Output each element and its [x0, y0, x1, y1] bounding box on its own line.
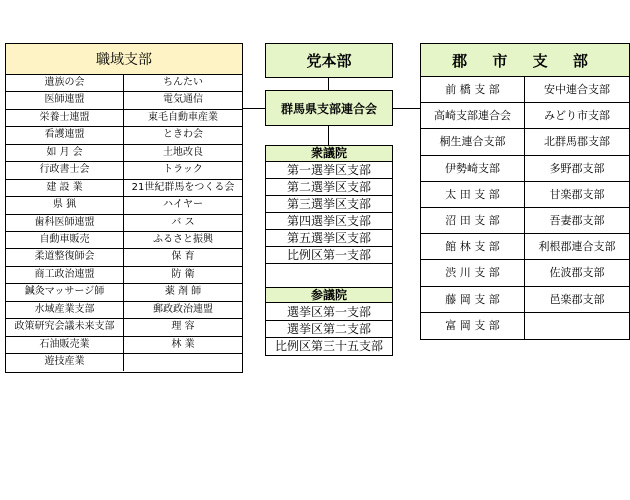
- occupational-branch-cell: ハイヤー: [124, 197, 242, 214]
- municipal-branch-cell: 邑楽郡支部: [525, 287, 629, 313]
- occupational-branch-cell: 理 容: [124, 319, 242, 336]
- occupational-branch-cell: ちんたい: [124, 75, 242, 92]
- house-of-representatives-branch: 比例区第一支部: [266, 247, 392, 264]
- house-of-representatives-header: 衆議院: [266, 146, 392, 162]
- municipal-branch-cell: 沼 田 支 部: [421, 208, 525, 234]
- blank-row: [266, 264, 392, 281]
- occupational-branch-cell: 自動車販売: [6, 232, 124, 249]
- connector-federation-lower: [328, 126, 329, 145]
- municipal-branch-cell: 佐波郡支部: [525, 260, 629, 286]
- municipal-branches-table: [420, 43, 630, 340]
- municipal-branches-title: 郡 市 支 部: [421, 44, 629, 77]
- occupational-branch-cell: 遊技産業: [6, 354, 124, 371]
- house-of-councillors-header: 参議院: [266, 287, 392, 303]
- occupational-branch-cell: 医師連盟: [6, 92, 124, 109]
- occupational-branch-cell: ときわ会: [124, 127, 242, 144]
- municipal-branch-cell: 北群馬郡支部: [525, 129, 629, 155]
- house-of-councillors-branch: 選挙区第一支部: [266, 304, 392, 321]
- occupational-branch-cell: 行政書士会: [6, 162, 124, 179]
- occupational-branch-cell: 栄養士連盟: [6, 110, 124, 127]
- occupational-branch-cell: 防 衛: [124, 267, 242, 284]
- municipal-branch-cell: 甘楽郡支部: [525, 182, 629, 208]
- occupational-branch-cell: ふるさと振興: [124, 232, 242, 249]
- municipal-branch-cell: 館 林 支 部: [421, 234, 525, 260]
- house-of-representatives-branch: 第一選挙区支部: [266, 162, 392, 179]
- occupational-branch-cell: 土地改良: [124, 145, 242, 162]
- connector-federation-left: [243, 108, 265, 109]
- prefectural-federation-box: 群馬県支部連合会: [265, 90, 393, 126]
- municipal-branch-cell: 桐生連合支部: [421, 129, 525, 155]
- occupational-branch-cell: バ ス: [124, 215, 242, 232]
- occupational-branch-cell: 政策研究会議未来支部: [6, 319, 124, 336]
- occupational-branch-cell: 薬 剤 師: [124, 284, 242, 301]
- occupational-branch-cell: 21世紀群馬をつくる会: [124, 180, 242, 197]
- house-of-councillors-branch: 選挙区第二支部: [266, 321, 392, 338]
- occupational-branch-cell: 建 設 業: [6, 180, 124, 197]
- occupational-branch-cell: 商工政治連盟: [6, 267, 124, 284]
- municipal-branches-grid: [421, 77, 629, 339]
- connector-federation-right: [393, 108, 420, 109]
- occupational-branch-cell: [124, 354, 242, 371]
- municipal-branch-cell: 吾妻郡支部: [525, 208, 629, 234]
- occupational-branch-cell: 鍼灸マッサージ師: [6, 284, 124, 301]
- municipal-branch-cell: 利根郡連合支部: [525, 234, 629, 260]
- occupational-branch-cell: 郵政政治連盟: [124, 302, 242, 319]
- occupational-branch-cell: 如 月 会: [6, 145, 124, 162]
- municipal-branch-cell: 太 田 支 部: [421, 182, 525, 208]
- municipal-branch-cell: 富 岡 支 部: [421, 313, 525, 339]
- occupational-branches-title: 職域支部: [6, 44, 242, 75]
- occupational-branch-cell: 石油販売業: [6, 337, 124, 354]
- municipal-branch-cell: 安中連合支部: [525, 77, 629, 103]
- occupational-branch-cell: 水域産業支部: [6, 302, 124, 319]
- municipal-branch-cell: 多野郡支部: [525, 156, 629, 182]
- occupational-branch-cell: 電気通信: [124, 92, 242, 109]
- occupational-branch-cell: 林 業: [124, 337, 242, 354]
- occupational-branch-cell: 看護連盟: [6, 127, 124, 144]
- diet-branches-table: [265, 145, 393, 356]
- occupational-branch-cell: トラック: [124, 162, 242, 179]
- municipal-branch-cell: 藤 岡 支 部: [421, 287, 525, 313]
- house-of-representatives-branch: 第五選挙区支部: [266, 230, 392, 247]
- house-of-representatives-branch: 第四選挙区支部: [266, 213, 392, 230]
- occupational-branches-grid: [6, 75, 242, 371]
- house-of-representatives-branch: 第二選挙区支部: [266, 179, 392, 196]
- municipal-branch-cell: みどり市支部: [525, 103, 629, 129]
- municipal-branch-cell: 前 橋 支 部: [421, 77, 525, 103]
- municipal-branch-cell: 高崎支部連合会: [421, 103, 525, 129]
- connector-hq-federation: [328, 78, 329, 90]
- occupational-branch-cell: 県 猟: [6, 197, 124, 214]
- house-of-councillors-branch: 比例区第三十五支部: [274, 339, 383, 353]
- occupational-branches-table: [5, 43, 243, 373]
- occupational-branch-cell: 保 育: [124, 249, 242, 266]
- occupational-branch-cell: 歯科医師連盟: [6, 215, 124, 232]
- municipal-branch-cell: [525, 313, 629, 339]
- municipal-branch-cell: 渋 川 支 部: [421, 260, 525, 286]
- house-of-representatives-branch: 第三選挙区支部: [266, 196, 392, 213]
- party-headquarters-box: 党本部: [265, 43, 393, 78]
- occupational-branch-cell: 柔道整復師会: [6, 249, 124, 266]
- occupational-branch-cell: 遺族の会: [6, 75, 124, 92]
- occupational-branch-cell: 東毛自動車産業: [124, 110, 242, 127]
- municipal-branch-cell: 伊勢崎支部: [421, 156, 525, 182]
